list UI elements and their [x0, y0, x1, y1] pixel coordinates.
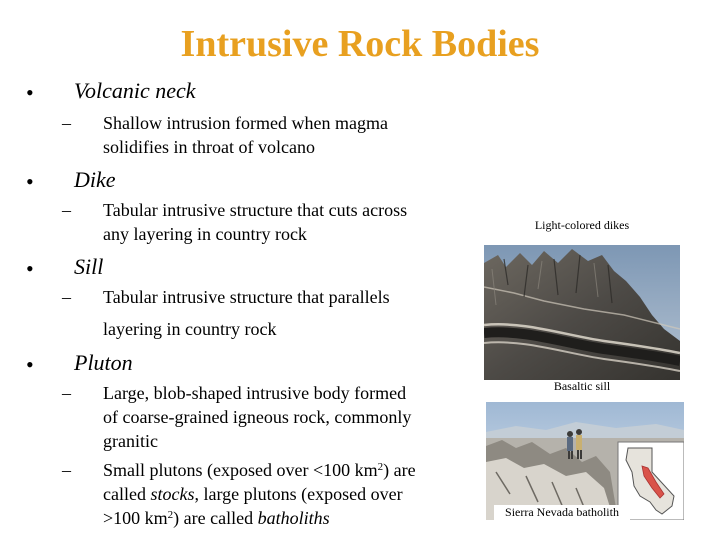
pluton-description: Large, blob-shaped intrusive body formed of coarse-grained igneous rock, commonly granitic — [103, 383, 412, 451]
term-stocks: stocks — [150, 484, 195, 504]
caption-sill: Basaltic sill — [553, 379, 611, 393]
dash-pluton-2: – — [62, 460, 71, 480]
topic-dike: Dike — [74, 167, 116, 192]
sill-description-line2: layering in country rock — [103, 319, 277, 339]
caption-batholith: Sierra Nevada batholith — [494, 505, 630, 520]
dash-pluton-1: – — [62, 383, 71, 403]
stocks-batholiths-description: Small plutons (exposed over <100 $km^2$) are called stocks, large plutons (exposed over >100 $km^2$) are called batholiths — [103, 460, 416, 528]
caption-dikes: Light-colored dikes — [534, 218, 630, 232]
dash-sill: – — [62, 287, 71, 307]
batholith-photo — [486, 402, 684, 520]
dash-volcanic-neck: – — [62, 113, 71, 133]
bullet-dike: • — [26, 169, 34, 194]
bullet-pluton: • — [26, 352, 34, 377]
slide-title: Intrusive Rock Bodies — [180, 23, 540, 65]
sill-cliff-photo — [484, 245, 680, 380]
dike-description: Tabular intrusive structure that cuts across any layering in country rock — [103, 200, 408, 244]
dash-dike: – — [62, 200, 71, 220]
sill-description-line1: Tabular intrusive structure that parallels — [103, 287, 390, 307]
volcanic-neck-description: Shallow intrusion formed when magma solidifies in throat of volcano — [103, 113, 388, 157]
topic-pluton: Pluton — [74, 350, 133, 375]
topic-volcanic-neck: Volcanic neck — [74, 78, 196, 103]
bullet-sill: • — [26, 256, 34, 281]
topic-sill: Sill — [74, 254, 104, 279]
term-batholiths: batholiths — [257, 508, 330, 528]
bullet-volcanic-neck: • — [26, 80, 34, 105]
